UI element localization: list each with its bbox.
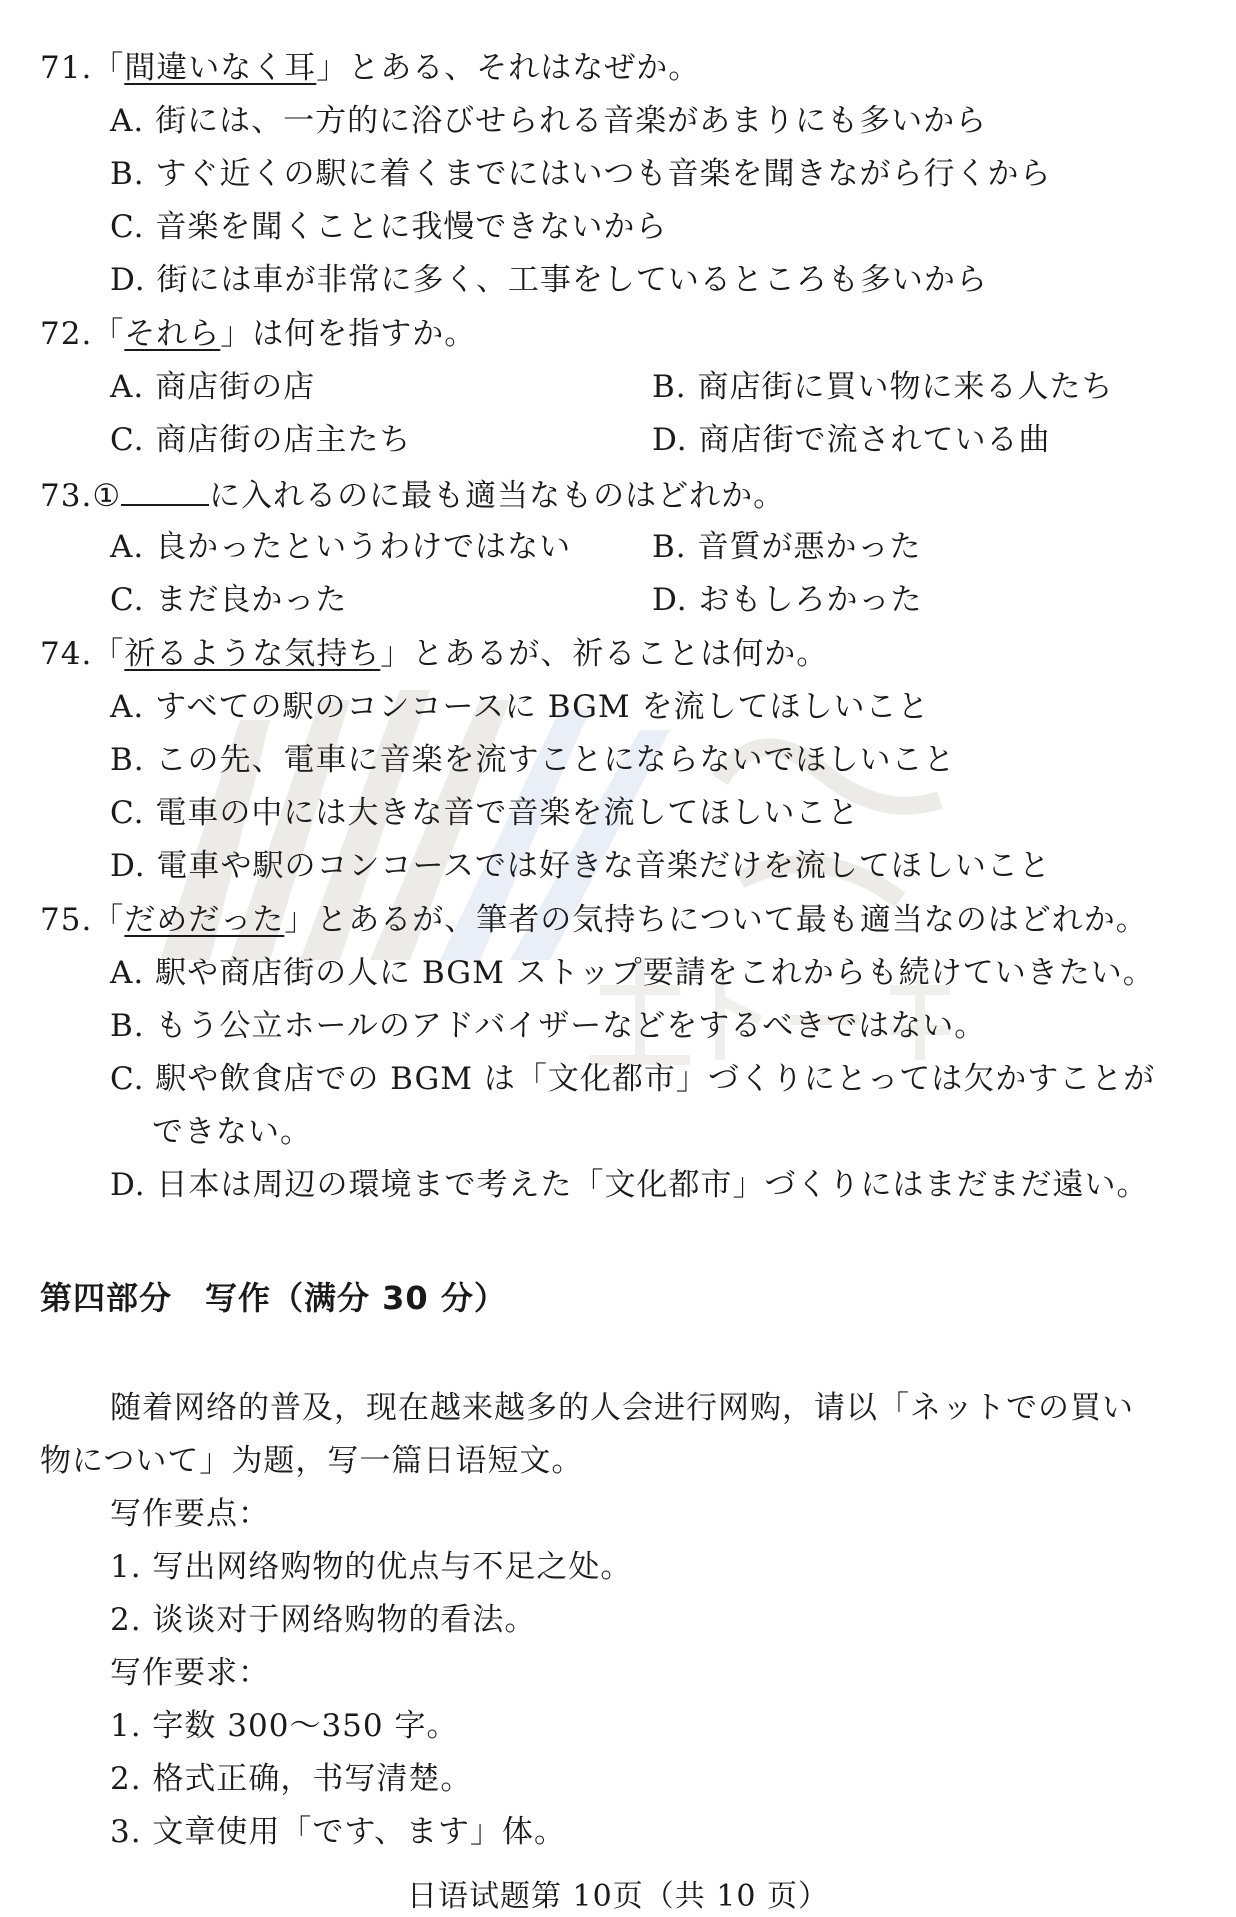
- writing-prompt-line-2: 物について」为题，写一篇日语短文。: [40, 1443, 584, 1479]
- option-72-d: D. 商店街で流されている曲: [652, 422, 1051, 458]
- question-number: 71.: [40, 50, 93, 86]
- option-75-c-continued: できない。: [152, 1114, 312, 1150]
- option-74-a: A. すべての駅のコンコースに BGM を流してほしいこと: [110, 689, 930, 725]
- writing-requirement-1: 1. 字数 300～350 字。: [110, 1708, 459, 1744]
- option-71-b: B. すぐ近くの駅に着くまでにはいつも音楽を聞きながら行くから: [110, 156, 1052, 192]
- option-73-b: B. 音質が悪かった: [652, 529, 922, 565]
- question-number: 75.: [40, 902, 93, 938]
- option-72-a: A. 商店街の店: [110, 369, 316, 405]
- points-heading: 写作要点：: [110, 1496, 270, 1532]
- option-75-a: A. 駅や商店街の人に BGM ストップ要請をこれからも続けていきたい。: [110, 955, 1155, 991]
- question-74: [40, 634, 828, 674]
- question-73: [40, 474, 785, 516]
- option-72-b: B. 商店街に買い物に来る人たち: [652, 369, 1114, 405]
- writing-requirement-2: 2. 格式正确，书写清楚。: [110, 1761, 473, 1797]
- underlined-quote: 間違いなく耳: [124, 50, 317, 86]
- question-72: [40, 314, 476, 354]
- option-73-d: D. おもしろかった: [652, 582, 923, 618]
- page-footer: 日语试题第 10页（共 10 页）: [407, 1879, 829, 1914]
- quote-open: 「: [92, 316, 125, 352]
- question-text: 」とある、それはなぜか。: [316, 50, 701, 86]
- option-71-c: C. 音楽を聞くことに我慢できないから: [110, 209, 668, 245]
- question-text: 」とあるが、筆者の気持ちについて最も適当なのはどれか。: [284, 902, 1148, 938]
- quote-open: 「: [92, 636, 125, 672]
- option-75-d: D. 日本は周辺の環境まで考えた「文化都市」づくりにはまだまだ遠い。: [110, 1167, 1149, 1203]
- writing-point-1: 1. 写出网络购物的优点与不足之处。: [110, 1549, 633, 1585]
- question-75: [40, 900, 1148, 940]
- option-74-d: D. 電車や駅のコンコースでは好きな音楽だけを流してほしいこと: [110, 848, 1051, 884]
- option-71-d: D. 街には車が非常に多く、工事をしているところも多いから: [110, 262, 988, 298]
- answer-blank: [121, 474, 209, 506]
- question-number: 74.: [40, 636, 93, 672]
- question-text: 」とあるが、祈ることは何か。: [380, 636, 829, 672]
- quote-open: 「: [92, 902, 125, 938]
- quote-open: 「: [92, 50, 125, 86]
- writing-point-2: 2. 谈谈对于网络购物的看法。: [110, 1602, 537, 1638]
- section-heading: 第四部分 写作（满分 30 分）: [40, 1279, 507, 1317]
- question-number: 73.: [40, 478, 93, 514]
- blank-marker: ①: [92, 478, 122, 514]
- option-73-c: C. まだ良かった: [110, 582, 348, 618]
- option-71-a: A. 街には、一方的に浴びせられる音楽があまりにも多いから: [110, 103, 988, 139]
- writing-prompt-line-1: 随着网络的普及，现在越来越多的人会进行网购，请以「ネットでの買い: [110, 1390, 1134, 1426]
- requirements-heading: 写作要求：: [110, 1655, 270, 1691]
- question-text: に入れるのに最も適当なものはどれか。: [209, 478, 786, 514]
- option-75-c: C. 駅や飲食店での BGM は「文化都市」づくりにとっては欠かすことが: [110, 1061, 1156, 1097]
- writing-requirement-3: 3. 文章使用「です、ます」体。: [110, 1814, 566, 1850]
- question-71: [40, 48, 700, 88]
- underlined-quote: だめだった: [124, 902, 285, 938]
- underlined-quote: それら: [124, 316, 221, 352]
- option-73-a: A. 良かったというわけではない: [110, 529, 572, 565]
- option-72-c: C. 商店街の店主たち: [110, 422, 412, 458]
- question-text: 」は何を指すか。: [220, 316, 477, 352]
- option-74-c: C. 電車の中には大きな音で音楽を流してほしいこと: [110, 795, 860, 831]
- option-74-b: B. この先、電車に音楽を流すことにならないでほしいこと: [110, 742, 956, 778]
- option-75-b: B. もう公立ホールのアドバイザーなどをするべきではない。: [110, 1008, 987, 1044]
- underlined-quote: 祈るような気持ち: [124, 636, 381, 672]
- question-number: 72.: [40, 316, 93, 352]
